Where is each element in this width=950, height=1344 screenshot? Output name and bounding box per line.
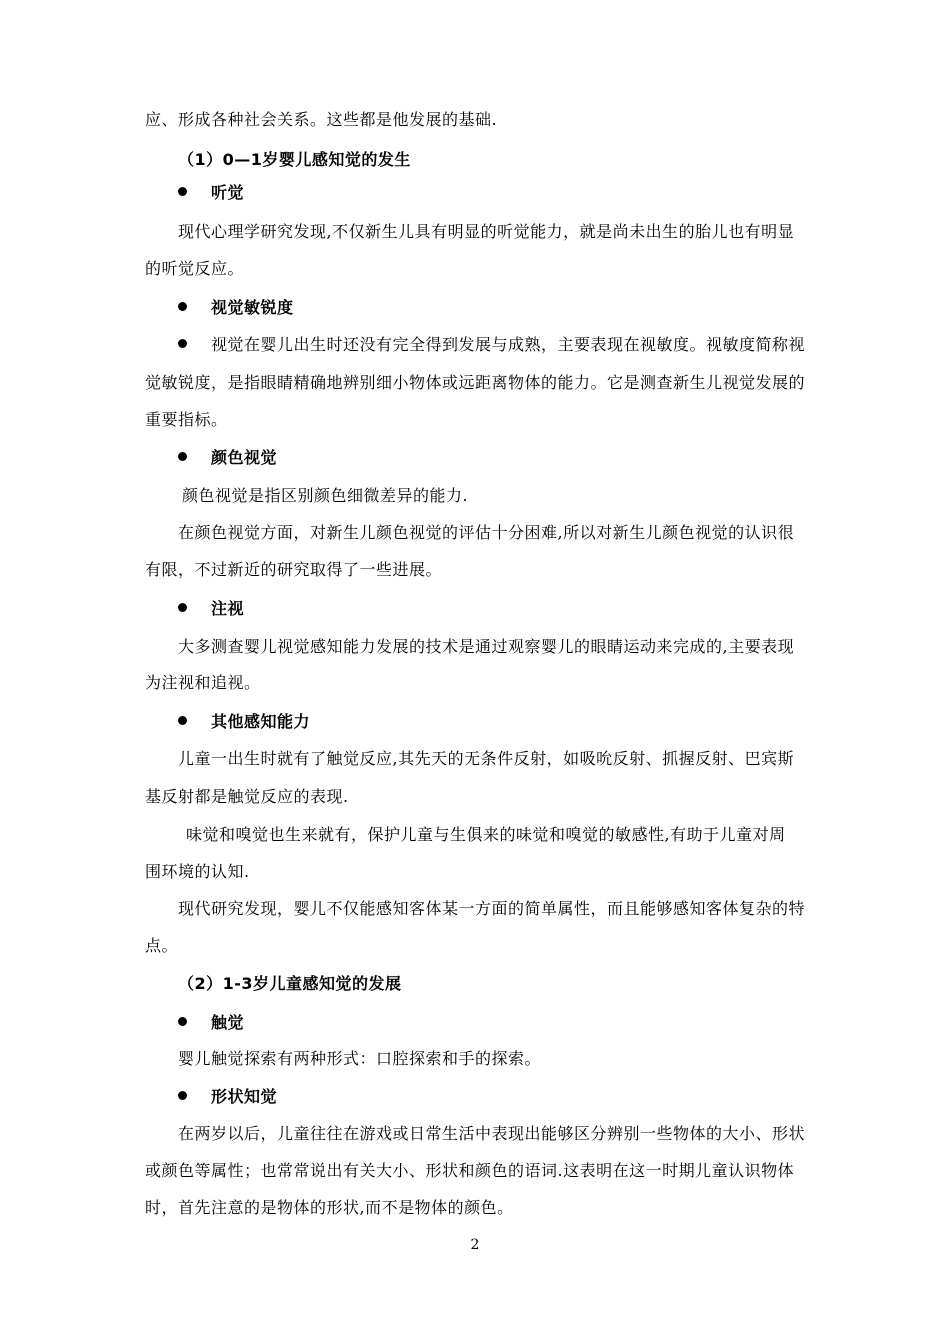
subheading: 触觉 <box>211 1013 245 1032</box>
paragraph-line: 现代研究发现，婴儿不仅能感知客体某一方面的简单属性，而且能够感知客体复杂的特 <box>178 899 806 918</box>
paragraph-line: 婴儿触觉探索有两种形式：口腔探索和手的探索。 <box>178 1049 542 1068</box>
paragraph-line: 觉敏锐度，是指眼睛精确地辨别细小物体或远距离物体的能力。它是测查新生儿视觉发展的 <box>145 373 806 392</box>
subheading: 颜色视觉 <box>211 448 278 467</box>
bullet-icon <box>178 302 187 311</box>
paragraph-line: 在颜色视觉方面，对新生儿颜色视觉的评估十分困难,所以对新生儿颜色视觉的认识很 <box>178 523 795 542</box>
subheading: 其他感知能力 <box>211 712 311 731</box>
bullet-icon <box>178 339 187 348</box>
paragraph-line: 为注视和追视。 <box>145 673 261 692</box>
paragraph-line: 颜色视觉是指区别颜色细微差异的能力. <box>182 486 469 505</box>
page-number: 2 <box>470 1237 480 1253</box>
subheading: 听觉 <box>211 183 245 202</box>
paragraph-line: 时，首先注意的是物体的形状,而不是物体的颜色。 <box>145 1198 514 1217</box>
paragraph-line: 的听觉反应。 <box>145 259 245 278</box>
paragraph-line: 儿童一出生时就有了触觉反应,其先天的无条件反射，如吸吮反射、抓握反射、巴宾斯 <box>178 749 795 768</box>
paragraph-line: 应、形成各种社会关系。这些都是他发展的基础. <box>145 110 498 129</box>
subheading: 形状知觉 <box>211 1087 278 1106</box>
paragraph-line: 在两岁以后，儿童往往在游戏或日常生活中表现出能够区分辨别一些物体的大小、形状 <box>178 1124 806 1143</box>
bullet-icon <box>178 603 187 612</box>
section-heading: （1）0—1岁婴儿感知觉的发生 <box>178 150 411 169</box>
bullet-icon <box>178 1091 187 1100</box>
bullet-icon <box>178 187 187 196</box>
paragraph-line: 或颜色等属性；也常常说出有关大小、形状和颜色的语词.这表明在这一时期儿童认识物体 <box>145 1161 795 1180</box>
bullet-icon <box>178 1017 187 1026</box>
paragraph-line: 基反射都是触觉反应的表现. <box>145 787 349 806</box>
paragraph-line: 围环境的认知. <box>145 862 250 881</box>
subheading: 视觉敏锐度 <box>211 298 294 317</box>
bullet-icon <box>178 452 187 461</box>
paragraph-line: 现代心理学研究发现,不仅新生儿具有明显的听觉能力，就是尚未出生的胎儿也有明显 <box>178 222 795 241</box>
subheading: 注视 <box>211 599 245 618</box>
paragraph-line: 大多测查婴儿视觉感知能力发展的技术是通过观察婴儿的眼睛运动来完成的,主要表现 <box>178 637 795 656</box>
paragraph-line: 视觉在婴儿出生时还没有完全得到发展与成熟，主要表现在视敏度。视敏度简称视 <box>211 335 806 354</box>
paragraph-line: 味觉和嗅觉也生来就有，保护儿童与生俱来的味觉和嗅觉的敏感性,有助于儿童对周 <box>186 825 786 844</box>
paragraph-line: 点。 <box>145 936 179 955</box>
paragraph-line: 重要指标。 <box>145 410 228 429</box>
section-heading: （2）1-3岁儿童感知觉的发展 <box>178 974 402 993</box>
bullet-icon <box>178 716 187 725</box>
paragraph-line: 有限，不过新近的研究取得了一些进展。 <box>145 560 443 579</box>
